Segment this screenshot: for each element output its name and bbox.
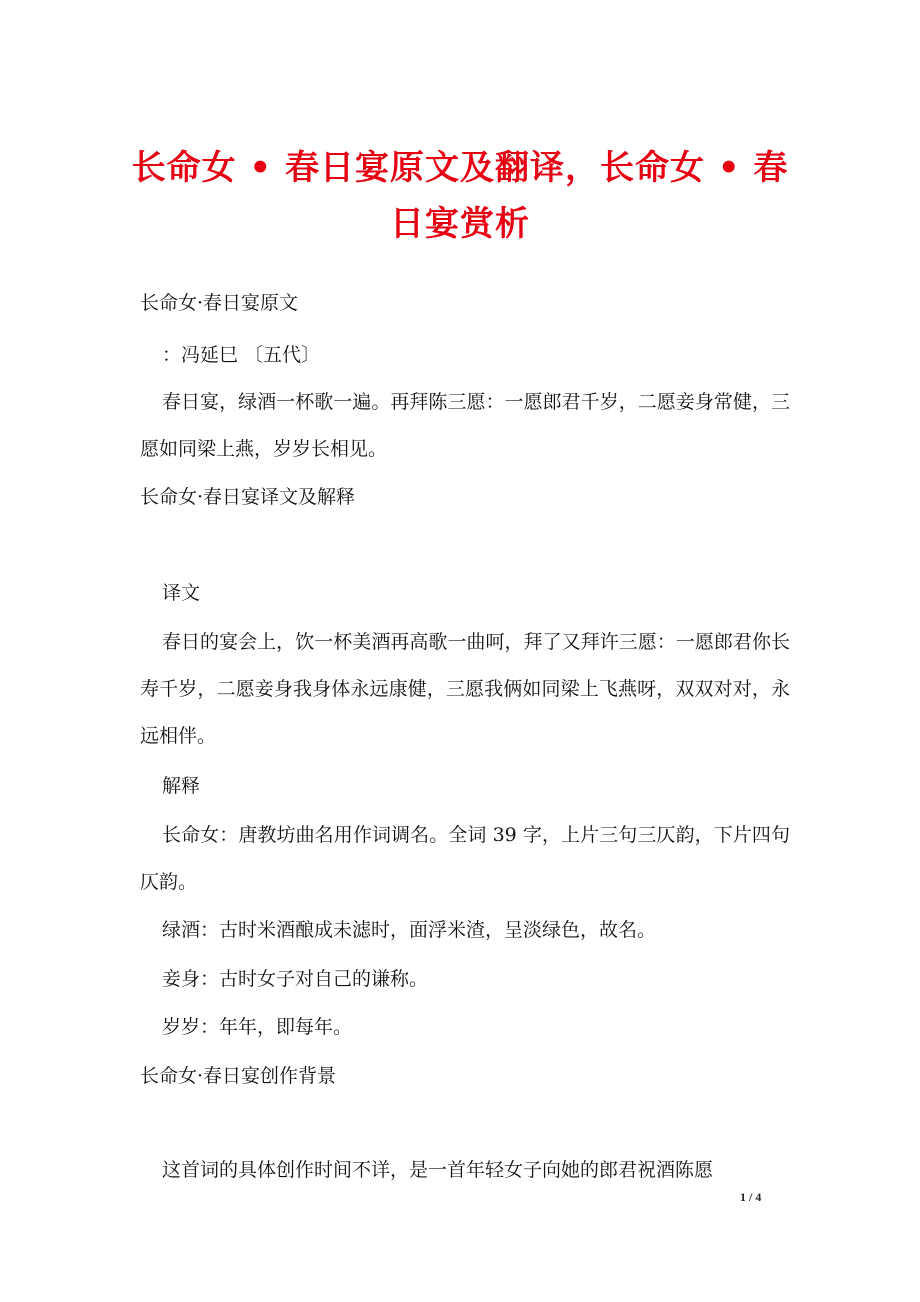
- section-heading-translation: 长命女·春日宴译文及解释: [140, 486, 356, 508]
- section-heading-original: 长命女·春日宴原文: [140, 292, 299, 314]
- note-item: 岁岁：年年，即每年。: [162, 1016, 353, 1038]
- document-title: 长命女 • 春日宴原文及翻译，长命女 • 春日宴赏析: [131, 148, 789, 244]
- explanation-label: 解释: [162, 775, 201, 797]
- author-line: ：冯延巳 〔五代〕: [162, 344, 321, 366]
- note-item: 长命女：唐教坊曲名用作词调名。全词 39 字，上片三句三仄韵，下片四句仄韵。: [140, 824, 790, 893]
- background-text: 这首词的具体创作时间不详，是一首年轻女子向她的郎君祝酒陈愿: [162, 1159, 714, 1181]
- page-number: 1 / 4: [740, 1190, 762, 1204]
- note-item: 绿酒：古时米酒酿成未滤时，面浮米渣，呈淡绿色，故名。: [162, 919, 657, 941]
- note-item: 妾身：古时女子对自己的谦称。: [162, 968, 429, 990]
- translation-label: 译文: [162, 582, 201, 604]
- poem-text: 春日宴，绿酒一杯歌一遍。再拜陈三愿：一愿郎君千岁，二愿妾身常健，三愿如同梁上燕，岁岁长相见。: [140, 391, 790, 460]
- section-heading-background: 长命女·春日宴创作背景: [140, 1065, 337, 1087]
- translation-text: 春日的宴会上，饮一杯美酒再高歌一曲呵，拜了又拜许三愿：一愿郎君你长寿千岁，二愿妾身我身体永远康健，三愿我俩如同梁上飞燕呀，双双对对，永远相伴。: [140, 631, 790, 747]
